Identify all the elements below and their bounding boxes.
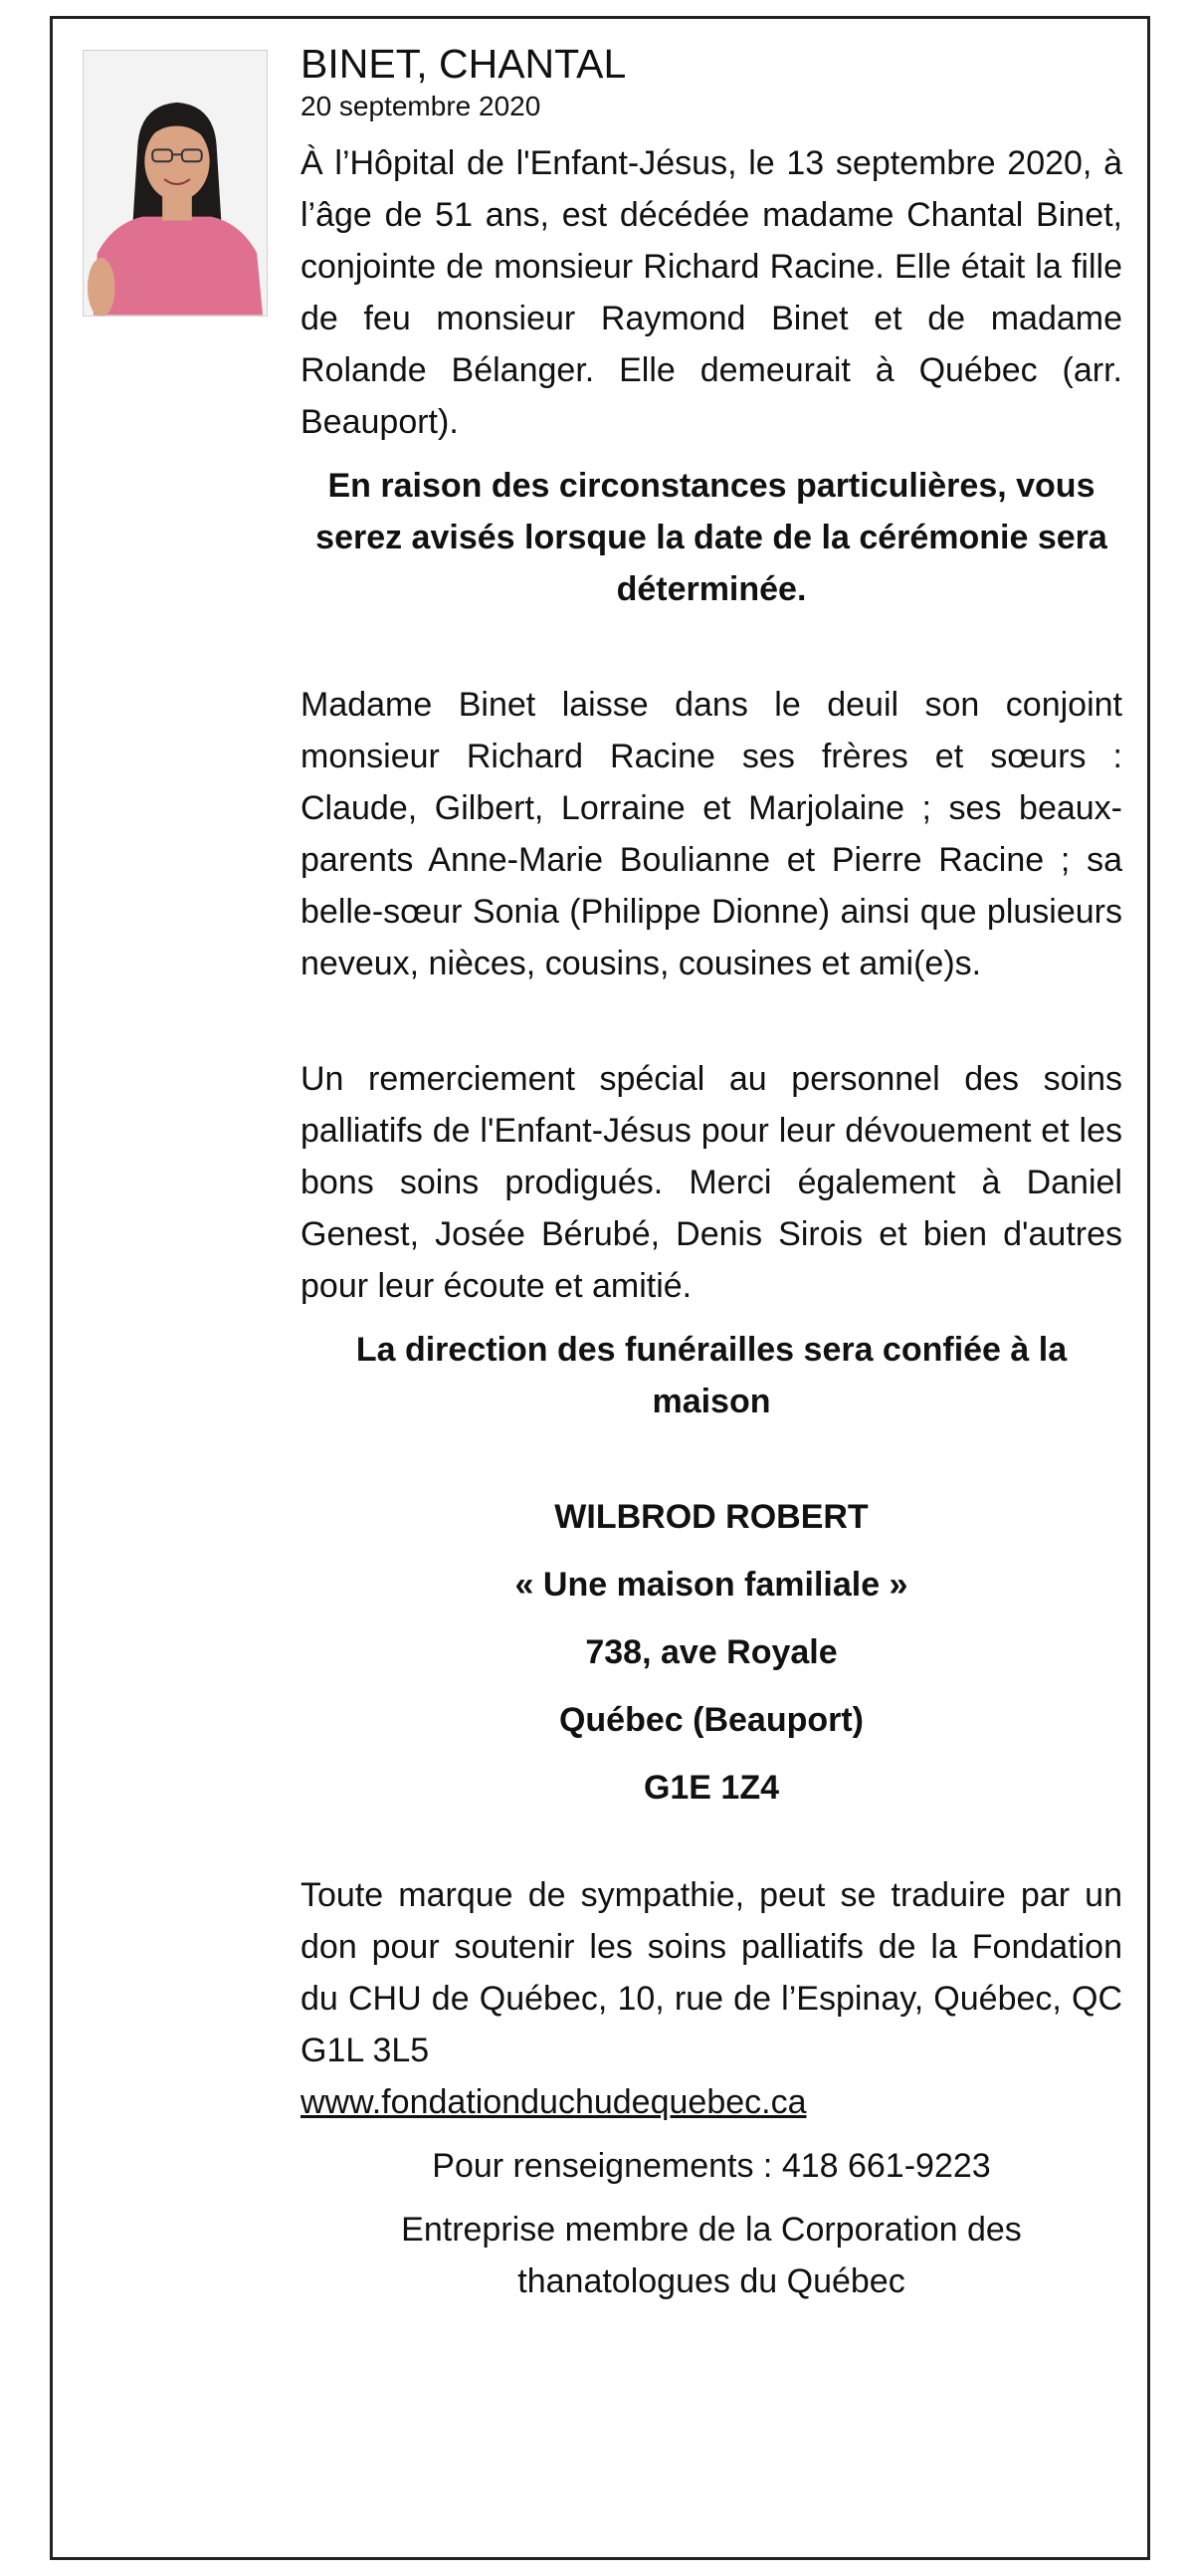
funeral-direction: La direction des funérailles sera confiée à la maison [355,1330,1068,1420]
portrait-photo [83,50,268,317]
intro-paragraph: À l’Hôpital de l'Enfant-Jésus, le 13 septembre 2020, à l’âge de 51 ans, est décédée madame Chantal Binet, conjointe de monsieur Richard Racine. Elle était la fille de feu monsieur Raymond Binet et de madame Rolande Bélanger. Elle demeurait à Québec (arr. Beauport). [300,143,1122,441]
info-phone: Pour renseignements : 418 661-9223 [432,2146,991,2185]
thanks-paragraph: Un remerciement spécial au personnel des soins palliatifs de l'Enfant-Jésus pour leur dévouement et les bons soins prodigués. Merci également à Daniel Genest, Josée Bérubé, Denis Sirois et bien d'autres pour leur écoute et amitié. [300,1059,1122,1305]
funeral-home-tagline: « Une maison familiale » [514,1565,908,1604]
funeral-home-name: WILBROD ROBERT [554,1497,869,1536]
funeral-home-address [300,1491,1122,1814]
funeral-home-street: 738, ave Royale [585,1632,838,1671]
funeral-home-city: Québec (Beauport) [558,1700,865,1739]
funeral-home-postal: G1E 1Z4 [643,1768,780,1807]
portrait-illustration [84,51,267,316]
publication-date: 20 septembre 2020 [300,91,541,122]
obituary-content [300,40,1122,2307]
donation-paragraph: Toute marque de sympathie, peut se traduire par un don pour soutenir les soins palliatifs de la Fondation du CHU de Québec, 10, rue de l’Espinay, Québec, QC G1L 3L5 [300,1875,1122,2069]
donation-link[interactable]: www.fondationduchudequebec.ca [300,2082,807,2121]
family-paragraph: Madame Binet laisse dans le deuil son conjoint monsieur Richard Racine ses frères et sœurs : Claude, Gilbert, Lorraine et Marjolaine ; ses beaux-parents Anne-Marie Boulianne et Pierre Racine ; sa belle-sœur Sonia (Philippe Dionne) ainsi que plusieurs neveux, nièces, cousins, cousines et ami(e)s. [300,685,1122,982]
ceremony-notice: En raison des circonstances particulières, vous serez avisés lorsque la date de la cérémonie sera déterminée. [315,466,1107,608]
member-statement: Entreprise membre de la Corporation des thanatologues du Québec [401,2210,1022,2300]
deceased-name: BINET, CHANTAL [300,41,627,87]
